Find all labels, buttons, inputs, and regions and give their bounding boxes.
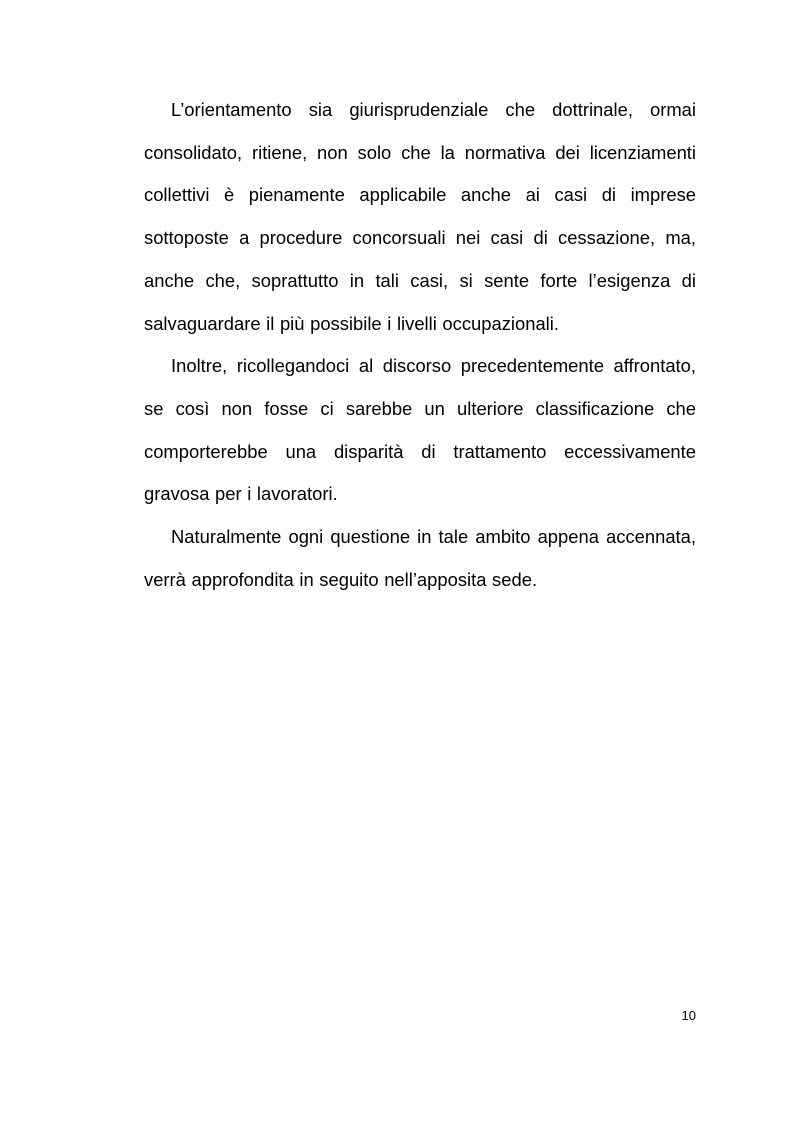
body-text [144, 89, 696, 601]
paragraph-1: L’orientamento sia giurisprudenziale che dottrinale, ormai consolidato, ritiene, non solo che la normativa dei licenziamenti collettivi è pienamente applicabile anche ai casi di imprese sottoposte a procedure concorsuali nei casi di cessazione, ma, anche che, soprattutto in tali casi, si sente forte l’esigenza di salvaguardare il più possibile i livelli occupazionali. [144, 99, 696, 334]
paragraph-3: Naturalmente ogni questione in tale ambito appena accennata, verrà approfondita in seguito nell’apposita sede. [144, 526, 696, 590]
page-number: 10 [681, 1008, 696, 1023]
paragraph-2: Inoltre, ricollegandoci al discorso precedentemente affrontato, se così non fosse ci sarebbe un ulteriore classificazione che comporterebbe una disparità di trattamento eccessivamente gravosa per i lavoratori. [144, 355, 696, 505]
